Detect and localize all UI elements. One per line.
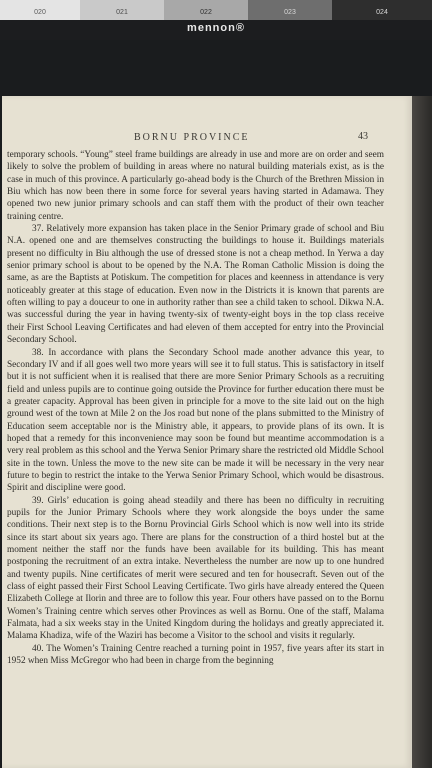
calibration-strip <box>0 0 432 40</box>
running-header: BORNU PROVINCE <box>134 132 250 143</box>
page-number: 43 <box>358 131 368 142</box>
swatch-label: 020 <box>34 9 46 16</box>
body-text <box>7 149 384 667</box>
swatch-label: 022 <box>200 9 212 16</box>
brand-logo: mennon® <box>187 22 245 34</box>
page-edge-shadow <box>412 96 432 768</box>
swatch-label: 021 <box>116 9 128 16</box>
swatch-023 <box>248 0 332 20</box>
swatch-020 <box>0 0 80 20</box>
swatch-label: 024 <box>376 9 388 16</box>
grey-scale-swatches <box>0 0 432 20</box>
paragraph-37: 37. Relatively more expansion has taken place in the Senior Primary grade of school and Biu N.A. opened one and are themselves constructing the buildings to house it. Buildings materials present no difficulty in Biu although the use of dressed stone is not a cheap method. In Yerwa a day senior primary school is about to be opened by the N.A. The Roman Catholic Mission is doing the same, as are the Baptists at Potiskum. The competition for places and keenness in attendance is very noticeably greater at this stage of education. Even now in the Districts it is known that parents are often willing to pay a douceur to one in authority rather than see a child taken to school. Dikwa N.A. was successful during the year in having twenty-six of twenty-eight boys in the top class receive their First School Leaving Certificates and had eleven of them accepted for entry into the Provincial Secondary School. <box>7 224 384 346</box>
swatch-024 <box>332 0 432 20</box>
swatch-022 <box>164 0 248 20</box>
paragraph-39: 39. Girls’ education is going ahead steadily and there has been no difficulty in recruiting pupils for the Junior Primary Schools where they work alongside the boys under the same conditions. Their next step is to the Bornu Provincial Girls School which is now well into its stride since its start about six years ago. There are plans for the construction of a third hostel but at the moment neither the staff nor the funds have been available for its building. This has meant postponing the recruitment of an extra intake. Nevertheless the number are now up to one hundred and twenty pupils. Nine certificates of merit were secured and ten for housecraft. Seven out of the class of eight passed their First School Leaving Certificate. Two girls have already entered the Queen Elizabeth College at Ilorin and three are to follow this year. Four others have passed on to the Bornu Women’s Training centre which serves other Provinces as well as Bornu. One of the staff, Malama Falmata, had a six weeks stay in the United Kingdom during the holidays and greatly appreciated it. Malama Khadiza, wife of the Waziri has become a Visitor to the school and visits it regularly. <box>7 495 384 642</box>
swatch-021 <box>80 0 164 20</box>
swatch-label: 023 <box>284 9 296 16</box>
paragraph-40: 40. The Women’s Training Centre reached a turning point in 1957, five years after its start in 1952 when Miss McGregor who had been in charge from the beginning <box>7 643 384 667</box>
paragraph-continuation: temporary schools. “Young” steel frame buildings are already in use and more are on order and seem likely to solve the problem of building in areas where no natural building materials exist, as is the case in much of this province. A particularly go-ahead body is the Church of the Brethren Mission in Biu which has now been there in some force for several years having started in Adamawa. They opened two new junior primary schools and can staff them with the product of their own teacher training centre. <box>7 150 384 222</box>
paragraph-38: 38. In accordance with plans the Secondary School made another advance this year, to Secondary IV and if all goes well two more years will see it to full status. This is satisfactory in itself but it is not sufficient when it is realised that there are more Senior Primary Schools as a recruiting field and unless pupils are to continue going outside the Province for further education there must be a greater capacity. Approval has been given in principle for a move to the site laid out on the high ground west of the town at Mile 2 on the Jos road but none of the plans submitted to the Ministry of Education seem acceptable nor is the Ministry able, it appears, to provide plans of its own. It is hoped that a remedy for this inconvenience may soon be found but meantime accommodation is a very real problem as this school and the Yerwa Senior Primary share the restricted old Middle School site in the town. Unless the move to the new site can be made it will be necessary in the very near future to begin to restrict the intake to the Yerwa Senior Primary School, which would be disastrous. Spirit and discipline were good. <box>7 347 384 494</box>
